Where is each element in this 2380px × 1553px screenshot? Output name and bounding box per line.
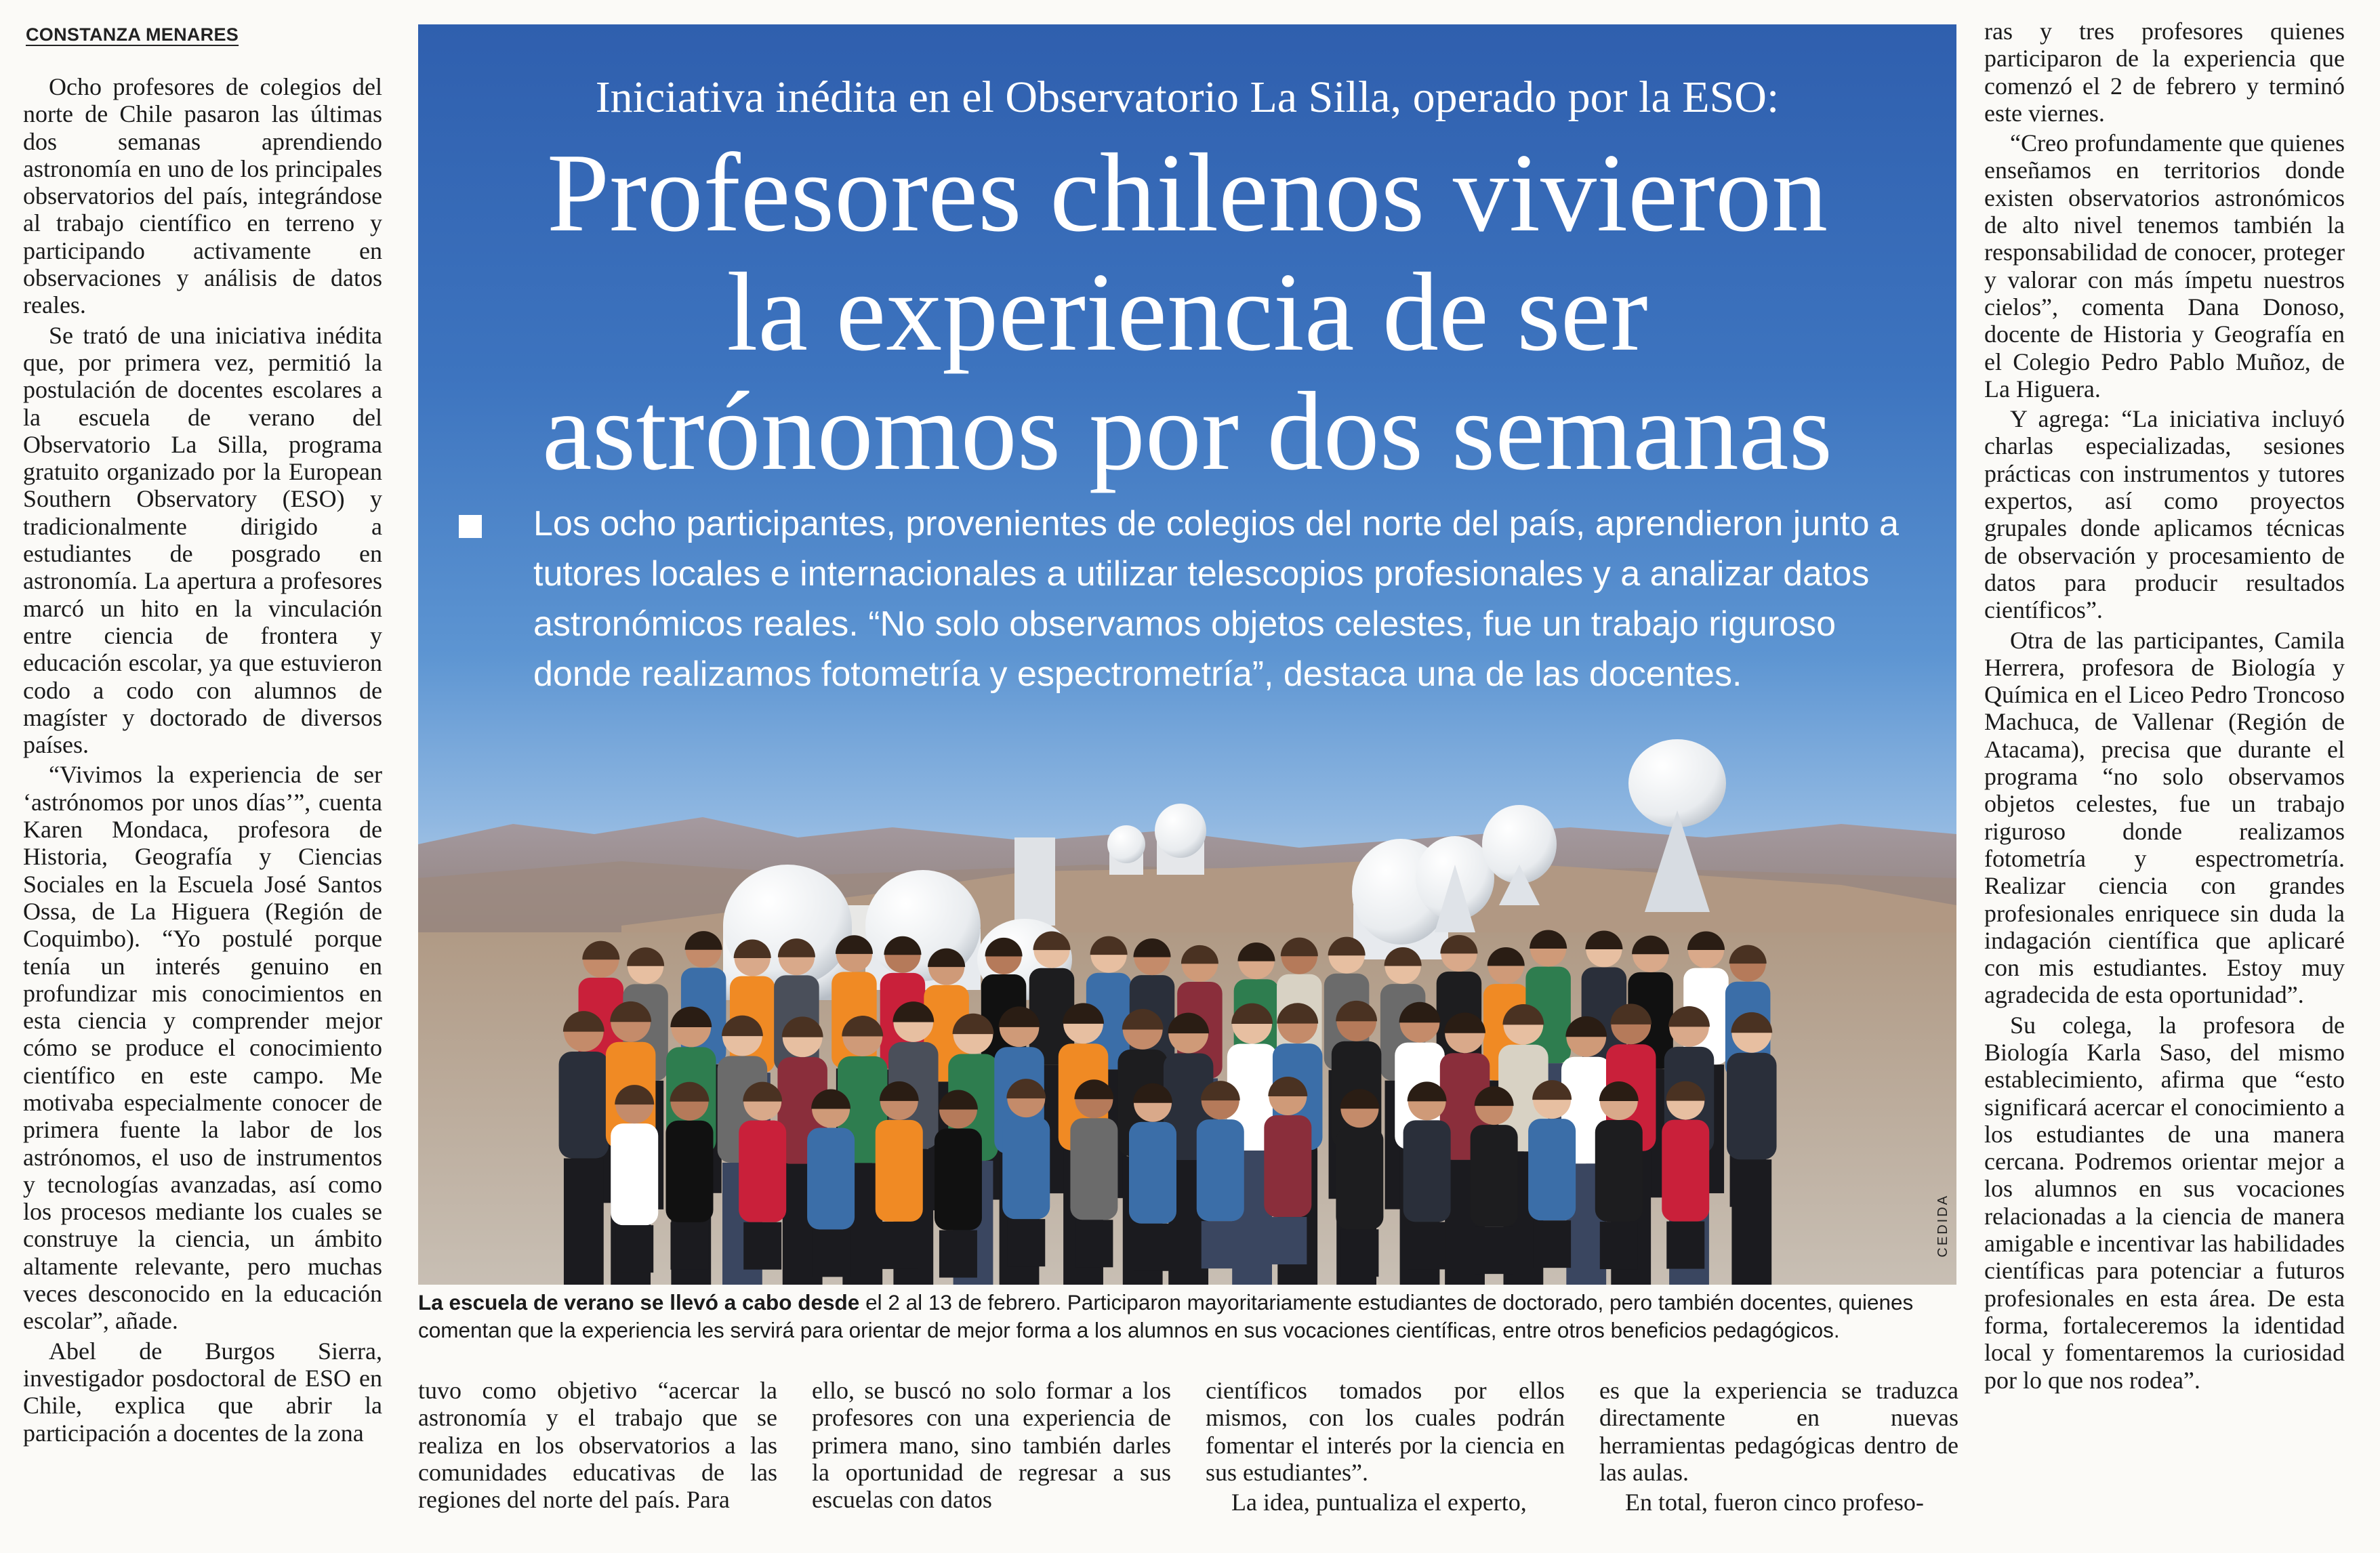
person xyxy=(665,1082,713,1270)
article-column-4 xyxy=(1206,1377,1565,1516)
person xyxy=(1662,1081,1709,1269)
person xyxy=(1264,1077,1311,1264)
paragraph: “Creo profundamente que quienes enseñamos en territorios donde existen observatorios astronómicos de alto nivel tenemos también la responsabilidad de conocer, proteger y valorar con más ímpetu nuestros cielos”, comenta Dana Donoso, docente de Historia y Geografía en el Colegio Pedro Pablo Muñoz, de La Higuera. xyxy=(1984,129,2345,402)
article-column-1 xyxy=(23,73,382,1447)
hero-photo xyxy=(418,24,1956,1285)
paragraph: tuvo como objetivo “acercar la astronomía y el trabajo que se realiza en los observatorios a las comunidades educativas de las regiones del norte del país. Para xyxy=(418,1377,777,1514)
person xyxy=(739,1082,786,1270)
headline-line: astrónomos por dos semanas xyxy=(541,369,1833,493)
article-column-5 xyxy=(1599,1377,1958,1516)
paragraph: es que la experiencia se traduzca directamente en nuevas herramientas pedagógicas dentro de las aulas. xyxy=(1599,1377,1958,1486)
photo-credit: CEDIDA xyxy=(1935,1194,1950,1258)
paragraph: Otra de las participantes, Camila Herrera, profesora de Biología y Química en el Liceo Pedro Troncoso Machuca, de Vallenar (Región de Atacama), precisa que durante el programa “no solo observamos objetos celestes, fue un trabajo riguroso donde realizamos fotometría y espectrometría. Realizar ciencia con grandes profesionales enriquece sin duda la indagación científica que aplicaré con mis estudiantes. Estoy muy agradecida de esta oportunidad”. xyxy=(1984,626,2345,1009)
paragraph: Se trató de una iniciativa inédita que, por primera vez, permitió la postulación de docentes escolares a la escuela de verano del Observatorio La Silla, programa gratuito organizado por la European Southern Observatory (ESO) y tradicionalmente dirigido a estudiantes de posgrado en astronomía. La apertura a profesores marcó un hito en la vinculación entre ciencia de frontera y educación escolar, ya que estuvieron codo a codo con alumnos de magíster y doctorado de diversos países. xyxy=(23,321,382,759)
person xyxy=(1129,1083,1176,1271)
paragraph: Su colega, la profesora de Biología Karla Saso, del mismo establecimiento, afirma que “esto significará acercar el conocimiento a los estudiantes de una manera cercana. Podremos orientar mejor a los alumnos en sus vocaciones relacionadas a la ciencia de manera amigable e incentivar las habilidades científicas para potenciar a futuros profesionales en esta área. De esta forma, fortaleceremos la identidad local y fomentaremos la curiosidad por lo que nos rodea”. xyxy=(1984,1011,2345,1394)
article-column-2 xyxy=(418,1377,777,1513)
person xyxy=(807,1089,855,1277)
kicker: Iniciativa inédita en el Observatorio La Silla, operado por la ESO: xyxy=(595,73,1780,122)
headline-line: Profesores chilenos vivieron xyxy=(546,130,1828,255)
paragraph: Ocho profesores de colegios del norte de Chile pasaron las últimas dos semanas aprendiendo astronomía en uno de los principales observatorios del país, integrándose al trabajo científico en terreno y participando activamente en observaciones y análisis de datos reales. xyxy=(23,73,382,319)
deck xyxy=(459,499,1916,699)
person xyxy=(1002,1079,1050,1266)
paragraph: La idea, puntualiza el experto, xyxy=(1231,1489,1527,1516)
paragraph: Abel de Burgos Sierra, investigador posdoctoral de ESO en Chile, explica que abrir la participación a docentes de la zona xyxy=(23,1337,382,1447)
group-of-participants xyxy=(559,930,1777,1285)
caption-text: el 2 al 13 de febrero. Participaron mayoritariamente estudiantes de doctorado, pero también docentes, quienes comentan que la experiencia les servirá para orientar de mejor forma a los alumnos en sus vocaciones científicas, entre otros beneficios pedagógicos. xyxy=(418,1290,1914,1342)
photo-caption xyxy=(418,1289,1958,1344)
person xyxy=(611,1085,658,1272)
article-column-3 xyxy=(812,1377,1171,1513)
paragraph: “Vivimos la experiencia de ser ‘astrónomos por unos días’”, cuenta Karen Mondaca, profesora de Historia, Geografía y Ciencias Sociales en la Escuela José Santos Ossa, de La Higuera (Región de Coquimbo). “Yo postulé porque tenía un interés genuino en profundizar mis conocimientos en esta ciencia y comprender mejor cómo se produce el conocimiento científico en este campo. Me motivaba especialmente conocer de primera fuente la labor de los astrónomos, el uso de instrumentos y tecnologías avanzadas, así como los procesos mediante los cuales se construye la ciencia, un ámbito altamente relevante, pero muchas veces desconocido en la educación escolar”, añade. xyxy=(23,761,382,1335)
person xyxy=(876,1081,923,1269)
person xyxy=(1403,1081,1451,1269)
person xyxy=(1471,1086,1518,1274)
paragraph: ras y tres profesores quienes participaron de la experiencia que comenzó el 2 de febrero y terminó este viernes. xyxy=(1984,18,2345,127)
deck-text: Los ocho participantes, provenientes de colegios del norte del país, aprendieron junto a tutores locales e internacionales a utilizar telescopios profesionales y a analizar datos astronómicos reales. “No solo observamos objetos celestes, fue un trabajo riguroso donde realizamos fotometría y espectrometría”, destaca una de las docentes. xyxy=(533,504,1899,694)
paragraph: Y agrega: “La iniciativa incluyó charlas especializadas, sesiones prácticas con instrumentos y tutores expertos, así como proyectos grupales donde aplicamos técnicas de observación y procesamiento de datos para producir resultados científicos”. xyxy=(1984,405,2345,624)
byline: CONSTANZA MENARES xyxy=(26,24,239,45)
paragraph: científicos tomados por ellos mismos, con los cuales podrán fomentar el interés por la ciencia en sus estudiantes”. xyxy=(1206,1377,1565,1486)
person xyxy=(1528,1080,1576,1268)
person xyxy=(935,1090,982,1278)
person xyxy=(1197,1081,1244,1268)
caption-lead: La escuela de verano se llevó a cabo desde xyxy=(418,1290,860,1314)
person xyxy=(1070,1079,1117,1267)
headline-line: la experiencia de ser xyxy=(726,249,1648,374)
article-column-6 xyxy=(1984,18,2345,1394)
person xyxy=(1595,1081,1643,1269)
headline xyxy=(459,130,1916,493)
person xyxy=(1336,1089,1383,1277)
paragraph: ello, se buscó no solo formar a los profesores con una experiencia de primera mano, sino también darles la oportunidad de regresar a sus escuelas con datos xyxy=(812,1377,1171,1514)
square-bullet-icon xyxy=(459,515,482,538)
paragraph: En total, fueron cinco profeso- xyxy=(1625,1489,1924,1516)
